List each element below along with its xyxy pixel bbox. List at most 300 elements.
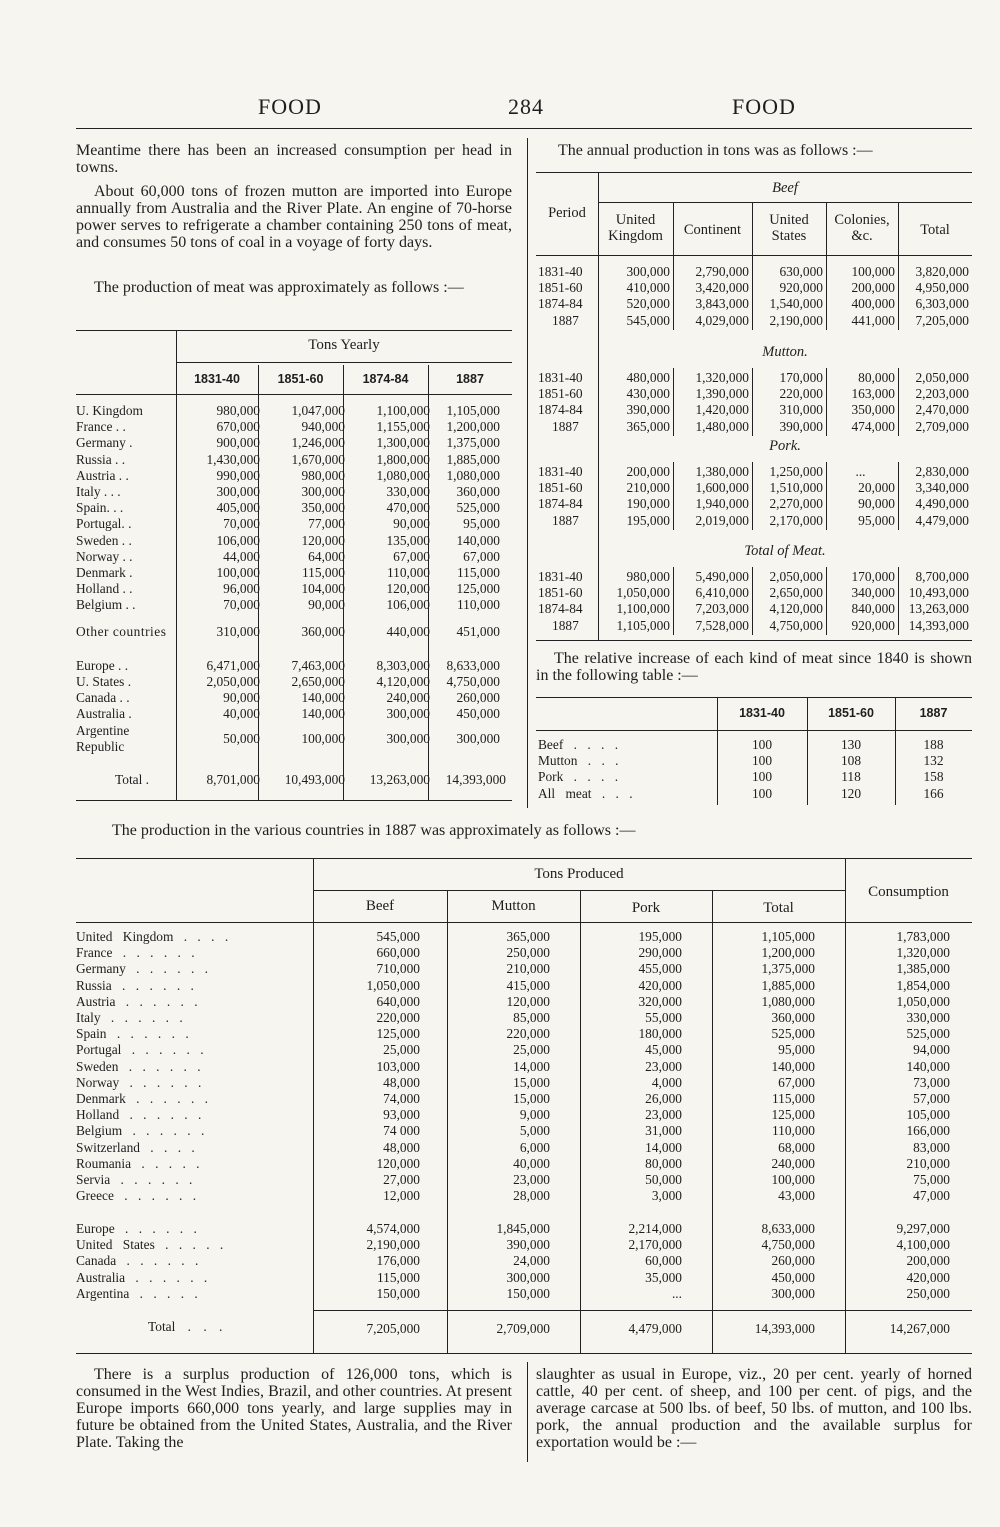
table2-cell: 3,420,000 <box>695 280 749 296</box>
cell-value: 1,430,000 <box>206 451 260 467</box>
row-label: Russia . . <box>76 451 126 467</box>
table4-cell: 125,000 <box>771 1107 815 1123</box>
table2-cell: 840,000 <box>851 601 895 617</box>
table4-cell: 15,000 <box>513 1074 550 1090</box>
table4-label: Denmark . . . . . . <box>76 1091 208 1106</box>
table4-cell: 35,000 <box>645 1269 682 1285</box>
table4-cell: 24,000 <box>513 1253 550 1269</box>
row-label: Australia . <box>76 706 132 722</box>
table4-header-bottom-rule <box>76 922 972 923</box>
table4-cell: 365,000 <box>506 929 550 944</box>
table4-cell: 60,000 <box>645 1253 682 1269</box>
table4-cell: 290,000 <box>638 945 682 961</box>
table3-cell: 100 <box>751 753 773 769</box>
table-row <box>76 468 506 484</box>
table-row <box>76 614 506 650</box>
table2-period: 1851-60 <box>538 585 583 601</box>
table2-cell: 2,190,000 <box>769 312 823 328</box>
cell-value: 8,633,000 <box>446 657 500 673</box>
paragraph-meantime: Meantime there has been an increased consumption per head in towns. <box>76 142 512 176</box>
table2-cell: 2,790,000 <box>695 264 749 279</box>
table2-cell: 190,000 <box>626 496 670 512</box>
table4-cell: 210,000 <box>906 1155 950 1171</box>
table4-cell: 25,000 <box>513 1042 550 1058</box>
cell-value: 440,000 <box>386 623 430 639</box>
cell-value: 110,000 <box>386 565 430 581</box>
table4-cell: 57,000 <box>913 1091 950 1106</box>
table2-cell: 2,050,000 <box>769 569 823 584</box>
table1-total-value: 14,393,000 <box>445 772 506 787</box>
table-row <box>76 549 506 565</box>
cell-value: 300,000 <box>216 484 260 500</box>
table2-cell: 350,000 <box>851 402 895 418</box>
table4-cell: 40,000 <box>513 1155 550 1171</box>
table3-cell: 118 <box>841 769 861 785</box>
cell-value: 4,120,000 <box>376 673 430 689</box>
table-row <box>76 706 506 722</box>
cell-value: 1,155,000 <box>376 419 430 435</box>
cell-value: 140,000 <box>301 706 345 722</box>
table4-label: Servia . . . . . . <box>76 1172 193 1187</box>
table4-cell: 28,000 <box>513 1188 550 1204</box>
table4-cell: 74 000 <box>383 1123 420 1139</box>
table2-cell: 390,000 <box>626 402 670 418</box>
cell-value: 67,000 <box>463 548 500 564</box>
table4-cell: 68,000 <box>778 1139 815 1155</box>
table4-cell: 103,000 <box>376 1058 420 1074</box>
table4-cell: 525,000 <box>771 1026 815 1042</box>
table4-cell: 48,000 <box>383 1139 420 1155</box>
table1-total-row <box>176 772 506 788</box>
table2-top-rule <box>536 172 972 173</box>
table2-cell: 4,120,000 <box>769 601 823 617</box>
table2-beef-title: Beef <box>772 180 798 196</box>
table4-cell: 4,750,000 <box>761 1237 815 1253</box>
table4-cell: 75,000 <box>913 1172 950 1187</box>
cell-value: 260,000 <box>456 690 500 706</box>
cell-value: 1,300,000 <box>376 435 430 451</box>
paragraph-frozen-mutton: About 60,000 tons of frozen mutton are imported into Europe annually from Australia and the River Plate. An engine of 70-horse power serves to refrigerate a chamber containing 250 tons of meat, and consumes 50 tons of coal in a voyage of forty days. <box>76 183 512 251</box>
table4-cell: 23,000 <box>645 1107 682 1123</box>
row-label: Portugal. . <box>76 516 132 532</box>
cell-value: 1,100,000 <box>376 403 430 418</box>
table-row <box>76 500 506 516</box>
table2-subheader-rule <box>598 202 972 203</box>
table4-cell: 23,000 <box>645 1058 682 1074</box>
cell-value: 1,047,000 <box>291 403 345 418</box>
table4-intro: The production in the various countries in 1887 was approximately as follows :— <box>112 822 636 839</box>
table4-label: Spain . . . . . . <box>76 1026 189 1042</box>
table2-cell: 7,203,000 <box>695 601 749 617</box>
table4-label: Germany . . . . . . <box>76 961 208 977</box>
cell-value: 40,000 <box>223 706 260 722</box>
table1-col-header: 1874-84 <box>362 372 409 386</box>
table4-cell: 5,000 <box>519 1123 550 1139</box>
table4-cell: 240,000 <box>771 1155 815 1171</box>
table4-subheader-rule <box>313 890 845 891</box>
cell-value: 125,000 <box>456 581 500 597</box>
table4-label: United States . . . . . <box>76 1237 224 1253</box>
cell-value: 110,000 <box>456 597 500 613</box>
table4-cell: 26,000 <box>645 1091 682 1106</box>
table3-cell: 100 <box>751 785 773 801</box>
table1-body <box>76 403 506 756</box>
table4-cell: 12,000 <box>383 1188 420 1204</box>
table2-cell: 2,830,000 <box>915 464 969 479</box>
row-label: Argentine Republic <box>76 723 130 755</box>
table4-cell: 300,000 <box>771 1285 815 1301</box>
table3-cell: 108 <box>840 753 862 769</box>
table4-cell: 120,000 <box>376 1155 420 1171</box>
table2-cell: 90,000 <box>858 496 895 512</box>
paragraph-production-intro: The production of meat was approximately as follows :— <box>94 279 464 296</box>
row-label: Canada . . <box>76 690 130 706</box>
table2-cell: 6,410,000 <box>695 585 749 601</box>
cell-value: 90,000 <box>393 516 430 532</box>
cell-value: 2,050,000 <box>206 673 260 689</box>
table4-cell: 9,297,000 <box>896 1221 950 1236</box>
table1-col-header: 1831-40 <box>194 372 240 386</box>
cell-value: 940,000 <box>301 419 345 435</box>
table4-label: Sweden . . . . . . <box>76 1058 201 1074</box>
table3-cell: 100 <box>751 769 773 785</box>
table2-period: 1874-84 <box>538 496 583 512</box>
table2-period: 1831-40 <box>538 464 583 479</box>
table4-cell: 420,000 <box>906 1269 950 1285</box>
table2-cell: 14,393,000 <box>908 617 969 633</box>
table3-cell: 188 <box>923 737 944 752</box>
table2-cell: 13,263,000 <box>908 601 969 617</box>
table3-label: All meat . . . <box>538 785 633 801</box>
table4-cell: 250,000 <box>506 945 550 961</box>
table4-cell: 300,000 <box>506 1269 550 1285</box>
table2-cell: 390,000 <box>779 418 823 434</box>
table4-total-rule <box>313 1310 972 1311</box>
relative-increase-intro: The relative increase of each kind of meat since 1840 is shown in the following table :— <box>536 650 972 684</box>
table2-cell: 520,000 <box>626 296 670 312</box>
table4-cell: 1,375,000 <box>761 961 815 977</box>
table3-label: Beef . . . . <box>538 737 619 752</box>
table2-cell: 2,203,000 <box>915 386 969 402</box>
table4-cell: 115,000 <box>376 1269 420 1285</box>
table-row <box>76 516 506 532</box>
table2-cell: 200,000 <box>851 280 895 296</box>
table2-cell: 1,940,000 <box>695 496 749 512</box>
cell-value: 1,105,000 <box>446 403 500 418</box>
table2-cell: 4,029,000 <box>695 312 749 328</box>
cell-value: 70,000 <box>223 597 260 613</box>
table2-period: 1874-84 <box>538 601 583 617</box>
table4-cell: ... <box>671 1285 682 1301</box>
table-row <box>76 690 506 706</box>
cell-value: 405,000 <box>216 500 260 516</box>
table4-cell: 1,845,000 <box>496 1221 550 1236</box>
table4-total-value: 7,205,000 <box>366 1321 420 1336</box>
table4-cell: 200,000 <box>906 1253 950 1269</box>
annual-production-intro: The annual production in tons was as follows :— <box>558 142 873 159</box>
paragraph-slaughter: slaughter as usual in Europe, viz., 20 per cent. yearly of horned cattle, 40 per cent. of sheep, and 100 per cent. of pigs, and the average carcase at 500 lbs. of beef, 50 lbs. of mutton, and 100 lbs. pork, the annual production and the available surplus for exportation would be :— <box>536 1366 972 1451</box>
cell-value: 95,000 <box>463 516 500 532</box>
table-row <box>76 484 506 500</box>
table1-group-header: Tons Yearly <box>308 337 380 353</box>
table4-cell: 320,000 <box>638 993 682 1009</box>
cell-value: 140,000 <box>301 690 345 706</box>
table4-label: United Kingdom . . . . <box>76 929 229 944</box>
table2-cell: 410,000 <box>626 280 670 296</box>
table2-section-title: Mutton. <box>762 344 808 360</box>
table2-cell: 5,490,000 <box>695 569 749 584</box>
table-row <box>76 419 506 435</box>
table4-cell: 23,000 <box>513 1172 550 1187</box>
table2-cell: 1,100,000 <box>616 601 670 617</box>
table4-cell: 220,000 <box>376 1010 420 1025</box>
table1-total-value: 8,701,000 <box>206 772 260 787</box>
table2-cell: 220,000 <box>779 386 823 402</box>
table1-col-header: 1851-60 <box>277 372 324 386</box>
table4-cell: 1,854,000 <box>896 977 950 993</box>
table2-cell: 4,750,000 <box>769 617 823 633</box>
table2-cell: 310,000 <box>779 402 823 418</box>
table2-cell: 1,480,000 <box>695 418 749 434</box>
row-label: Germany . <box>76 435 133 451</box>
table2-cell: 340,000 <box>851 585 895 601</box>
table2-cell: 400,000 <box>851 296 895 312</box>
table4-total-value: 2,709,000 <box>496 1321 550 1336</box>
cell-value: 6,471,000 <box>206 657 260 673</box>
cell-value: 135,000 <box>386 532 430 548</box>
row-label: Other countries <box>76 623 167 639</box>
table4-label: Portugal . . . . . . <box>76 1042 204 1058</box>
table2-col-uk: United Kingdom <box>608 212 663 244</box>
table4-label: Holland . . . . . . <box>76 1107 202 1123</box>
cell-value: 7,463,000 <box>291 657 345 673</box>
table2-cell: 1,420,000 <box>695 402 749 418</box>
table4-total-value: 14,267,000 <box>889 1321 950 1336</box>
table-spacer <box>76 650 506 658</box>
table4-cell: 180,000 <box>638 1026 682 1042</box>
table4-cell: 8,633,000 <box>761 1221 815 1236</box>
table2-cell: 1,320,000 <box>695 370 749 385</box>
table3-top-rule <box>536 697 972 698</box>
cell-value: 900,000 <box>216 435 260 451</box>
cell-value: 980,000 <box>301 467 345 483</box>
table3-cell: 130 <box>840 737 862 752</box>
table1-total-value: 13,263,000 <box>369 772 430 787</box>
table4-cell: 1,200,000 <box>761 945 815 961</box>
table2-cell: 630,000 <box>779 264 823 279</box>
cell-value: 451,000 <box>456 623 500 639</box>
row-label: U. Kingdom <box>76 403 143 418</box>
row-label: Sweden . . <box>76 532 132 548</box>
table-row <box>76 565 506 581</box>
cell-value: 330,000 <box>386 484 430 500</box>
table2-cell: 4,490,000 <box>915 496 969 512</box>
row-label: Holland . . <box>76 581 133 597</box>
table4-cell: 1,080,000 <box>761 993 815 1009</box>
table4-label: Russia . . . . . . <box>76 977 194 993</box>
table1-header-bottom-rule <box>76 394 512 395</box>
table4-cell: 415,000 <box>506 977 550 993</box>
column-divider <box>527 138 528 808</box>
table3-col-header: 1851-60 <box>828 706 874 720</box>
table4-cell: 85,000 <box>513 1010 550 1025</box>
cell-value: 120,000 <box>386 581 430 597</box>
table4-cell: 1,105,000 <box>761 929 815 944</box>
table4-total-label: Total . . . <box>148 1319 223 1334</box>
cell-value: 1,246,000 <box>291 435 345 451</box>
running-header-right: FOOD <box>732 94 796 119</box>
table4-cell: 330,000 <box>906 1010 950 1025</box>
cell-value: 106,000 <box>216 532 260 548</box>
table2-cell: 2,019,000 <box>695 512 749 528</box>
table4-label: Europe . . . . . . <box>76 1221 197 1236</box>
table2-cell: 430,000 <box>626 386 670 402</box>
cell-value: 115,000 <box>456 565 500 581</box>
row-label: U. States . <box>76 673 132 689</box>
table4-group-header: Tons Produced <box>534 866 624 882</box>
header-rule <box>76 128 972 129</box>
table2-cell: 170,000 <box>779 370 823 385</box>
table2-cell: 100,000 <box>851 264 895 279</box>
table4-cell: 31,000 <box>645 1123 682 1139</box>
table2-cell: 163,000 <box>851 386 895 402</box>
table2-cell: 210,000 <box>626 480 670 496</box>
table2-cell: 365,000 <box>626 418 670 434</box>
row-label: Denmark . <box>76 565 133 581</box>
table2-col-total: Total <box>920 222 950 238</box>
table2-cell: 170,000 <box>851 569 895 584</box>
table2-col-continent: Continent <box>683 222 742 238</box>
table4-cell: 195,000 <box>638 929 682 944</box>
table4-cell: 25,000 <box>383 1042 420 1058</box>
table2-period: 1887 <box>552 617 579 633</box>
table1-total-label: Total . <box>115 772 150 787</box>
cell-value: 300,000 <box>386 706 430 722</box>
table4-cell: 176,000 <box>376 1253 420 1269</box>
table2-cell: 300,000 <box>626 264 670 279</box>
cell-value: 44,000 <box>223 548 260 564</box>
table2-cell: 980,000 <box>626 569 670 584</box>
table3-cell: 132 <box>923 753 944 769</box>
table2-period: 1887 <box>552 512 579 528</box>
table2-section-title: Total of Meat. <box>744 543 826 559</box>
cell-value: 1,800,000 <box>376 451 430 467</box>
running-header-left: FOOD <box>258 94 322 119</box>
table2-cell: 8,700,000 <box>915 569 969 584</box>
table2-cell: 480,000 <box>626 370 670 385</box>
table4-cell: 6,000 <box>519 1139 550 1155</box>
table4-cell: 73,000 <box>913 1074 950 1090</box>
table4-col-header: Mutton <box>491 898 536 914</box>
table1-bottom-rule <box>76 800 512 801</box>
table2-cell: 545,000 <box>626 312 670 328</box>
cell-value: 1,375,000 <box>446 435 500 451</box>
table2-period: 1887 <box>552 312 579 328</box>
table4-cell: 150,000 <box>506 1285 550 1301</box>
table4-cell: 250,000 <box>906 1285 950 1301</box>
table4-cell: 125,000 <box>376 1026 420 1042</box>
table4-cell: 210,000 <box>506 961 550 977</box>
table-row <box>76 597 506 613</box>
row-label: Norway . . <box>76 548 133 564</box>
cell-value: 1,080,000 <box>376 467 430 483</box>
table4-cell: 390,000 <box>506 1237 550 1253</box>
cell-value: 100,000 <box>301 731 345 747</box>
table2-cell: 2,270,000 <box>769 496 823 512</box>
cell-value: 300,000 <box>301 484 345 500</box>
table4-cell: 15,000 <box>513 1091 550 1106</box>
table4-cell: 45,000 <box>645 1042 682 1058</box>
table4-cell: 166,000 <box>906 1123 950 1139</box>
table-row <box>76 658 506 674</box>
table2-cell: 3,340,000 <box>915 480 969 496</box>
row-label: France . . <box>76 419 126 435</box>
cell-value: 64,000 <box>308 548 345 564</box>
cell-value: 90,000 <box>308 597 345 613</box>
table2-cell: 474,000 <box>851 418 895 434</box>
table-row <box>76 674 506 690</box>
cell-value: 240,000 <box>386 690 430 706</box>
cell-value: 360,000 <box>301 623 345 639</box>
table4-label: Greece . . . . . . <box>76 1188 197 1204</box>
table2-cell: 4,950,000 <box>915 280 969 296</box>
table2-period: 1874-84 <box>538 296 583 312</box>
table2-col-colonies: Colonies, &c. <box>834 212 890 244</box>
table2-period: 1874-84 <box>538 402 583 418</box>
table2-cell: 2,050,000 <box>915 370 969 385</box>
table2-period: 1851-60 <box>538 386 583 402</box>
table4-cell: 4,574,000 <box>366 1221 420 1236</box>
table3-cell: 120 <box>840 785 862 801</box>
table4-cell: 9,000 <box>519 1107 550 1123</box>
table2-period: 1887 <box>552 418 579 434</box>
cell-value: 67,000 <box>393 548 430 564</box>
table4-top-rule <box>76 858 972 859</box>
table2-cell: 1,540,000 <box>769 296 823 312</box>
table4-cell: 27,000 <box>383 1172 420 1187</box>
table4-cell: 48,000 <box>383 1074 420 1090</box>
table4-cell: 220,000 <box>506 1026 550 1042</box>
table3-label: Pork . . . . <box>538 769 619 785</box>
table3-col-header: 1887 <box>919 706 948 720</box>
table4-cell: 47,000 <box>913 1188 950 1204</box>
cell-value: 50,000 <box>223 731 260 747</box>
table2-cell: 7,528,000 <box>695 617 749 633</box>
table4-cell: 93,000 <box>383 1107 420 1123</box>
table2-cell: 10,493,000 <box>908 585 969 601</box>
table3-label: Mutton . . . <box>538 753 619 769</box>
table2-cell: 6,303,000 <box>915 296 969 312</box>
table4-cell: 80,000 <box>645 1155 682 1171</box>
table2-cell: 1,390,000 <box>695 386 749 402</box>
table2-cell: 2,709,000 <box>915 418 969 434</box>
cell-value: 990,000 <box>216 467 260 483</box>
table2-cell: 2,170,000 <box>769 512 823 528</box>
cell-value: 8,303,000 <box>376 657 430 673</box>
table2-cell: 441,000 <box>851 312 895 328</box>
table4-cell: 3,000 <box>651 1188 682 1204</box>
table4-cell: 94,000 <box>913 1042 950 1058</box>
table3-header-bottom-rule <box>536 730 972 731</box>
table4-cell: 455,000 <box>638 961 682 977</box>
row-label: Belgium . . <box>76 597 136 613</box>
table4-cell: 710,000 <box>376 961 420 977</box>
table4-cell: 640,000 <box>376 993 420 1009</box>
table4-label: Roumania . . . . . <box>76 1155 200 1171</box>
table4-label: Belgium . . . . . . <box>76 1123 205 1139</box>
cell-value: 1,885,000 <box>446 451 500 467</box>
table4-cell: 450,000 <box>771 1269 815 1285</box>
